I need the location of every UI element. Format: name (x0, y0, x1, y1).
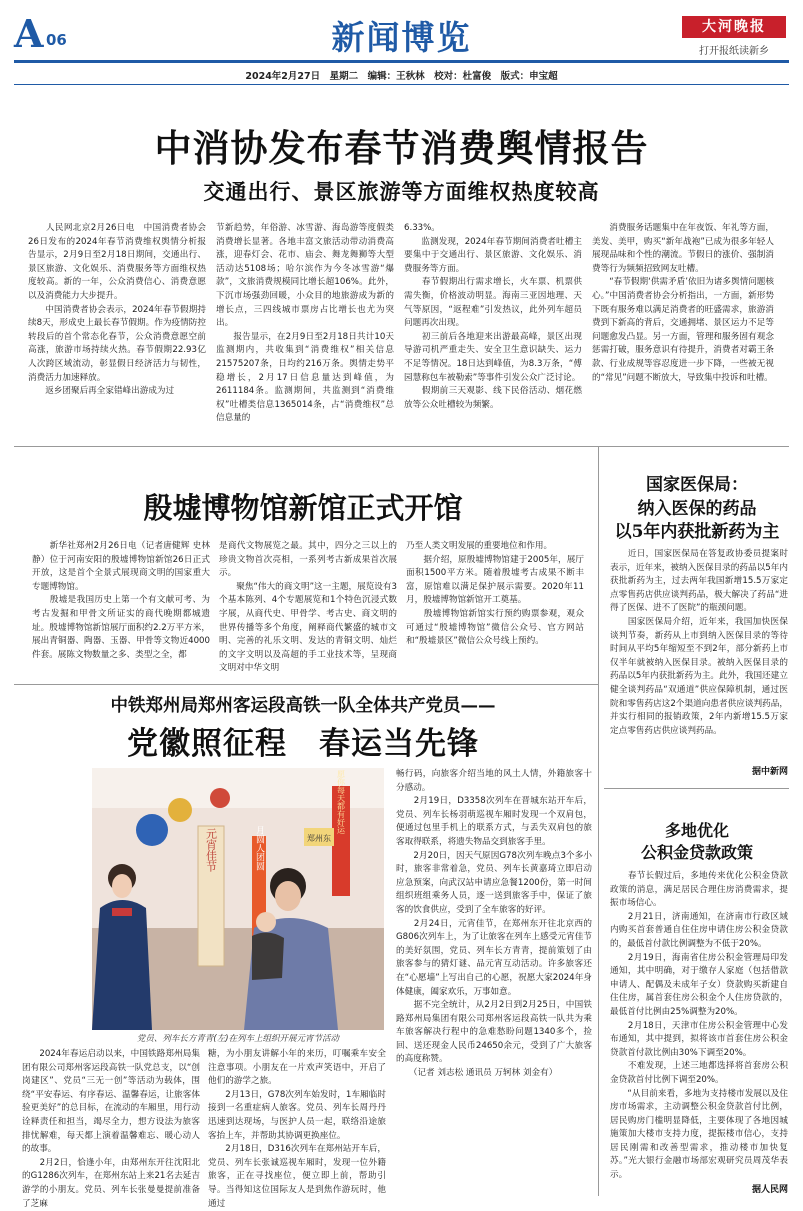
sidebar-rule (598, 446, 599, 1196)
drug-body: 近日，国家医保局在答复政协委员提案时表示，近年来，被纳入医保目录的药品以5年内获批新药为主，过去两年我国新增15.5万家定点零售药店供应谈判药品，极大解决了药品“进得了医保、进不了医院”的瓶颈问题。 国家医保局介绍，近年来，我国加快医保谈判节奏，新药从上市到纳入医保目录的等待时间从平均5年缩短至不到2年，部分新药上市仅半年就被纳入医保目录。被纳入医保目录的药品以5年内获批新药为主。此外，我国还建立健全谈判药品“双通道”供应保障机制，通过医院和零售药店这2个渠道向患者供应谈判药品，并实行相同的报销政策，2年内新增15.5万家定点零售药店供应谈判药品。 (610, 549, 788, 736)
section-divider (14, 446, 789, 447)
railway-column-3: 畅行码，向旅客介绍当地的风土人情，外籍旅客十分感动。 2月19日，D3358次列车在晋城东站开车后，党员、列车长杨羽萌巡视车厢时发现一个双肩包，便通过包里手机上的联系方式，与丢失双肩包的旅客取得联系，将遗失物品交到旅客手里。 2月20日，因天气原因G78次列车晚点3个多小时，旅客非常着急，党员、列车长黄嘉琦立即启动应急预案，向武汉站申请应急餐1200份，第一时间组织班组乘务人员，逐一送到旅客手中，保证了旅客的饮食供应，受到了全车旅客的好评。 2月24日，元宵佳节，在郑州东开往北京西的G806次列车上，为了让旅客在列车上感受元宵佳节的美好氛围，党员、列车长方青青，提前策划了由旅客参与的猜灯谜、品元宵互动活动。许多旅客还在“心愿墙”上写出自己的心愿，祝愿大家2024年身体健康，阖家欢乐，万事如意。 据不完全统计，从2月2日到2月25日，中国铁路郑州局集团有限公司郑州客运段高铁一队共为乘车旅客解决行程中的急难愁盼问题1340多个，捡回、送还现金人民币24650余元，受到了广大旅客的高度称赞。 （记者 刘志松 通讯员 万轲林 刘金有） (396, 769, 592, 1079)
railway-kicker: 中铁郑州局郑州客运段高铁一队全体共产党员—— (110, 696, 496, 716)
newspaper-logo: 大河晚报 (682, 16, 786, 38)
dateline: 2024年2月27日 星期二 编辑：王秋林 校对：杜富俊 版式：申宝超 (245, 71, 558, 82)
museum-column-1: 新华社郑州2月26日电（记者唐健辉 史林静）位于河南安阳的殷墟博物馆新馆26日正式开放，这是首个全景式展现商文明的国家重大专题博物馆。 殷墟是我国历史上第一个有文献可考、为考古发掘和甲骨文所证实的商代晚期都城遗址。殷墟博物馆新馆展厅面积约2.2万平方米，展出青铜器、陶器、玉器、甲骨等文物近4000件套。展陈文物数量之多、类型之全，都 (32, 541, 210, 660)
train-photo-illustration (92, 768, 384, 1030)
museum-headline: 殷墟博物馆新馆正式开馆 (143, 491, 463, 525)
drug-credit: 据中新网 (751, 767, 788, 777)
fund-title-2: 公积金贷款政策 (640, 843, 753, 862)
railway-column-1: 2024年春运启动以来，中国铁路郑州局集团有限公司郑州客运段高铁一队党总支，以“创岗建区”、党员“三无一创”等活动为载体，围绕“平安春运、有序春运、温馨春运，让旅客体验更美好”的总目标，在流动的车厢里，用行动诠释责任和担当，竭尽全力，想方设法为旅客排忧解难，每天都上演着温馨难忘、暖心动人的故事。 2月2日，恰逢小年，由郑州东开往沈阳北的G1286次列车，在郑州东站上来21名去延吉游学的小朋友。党员、列车长张曼曼提前准备了芝麻 (22, 1049, 200, 1209)
railway-column-2: 糖，为小朋友讲解小年的来历，叮嘱乘车安全注意事项。小朋友在一片欢声笑语中，开启了他们的游学之旅。 2月13日，G78次列车始发时，1车厢临时接到一名重症病人旅客。党员、列车长周丹丹迅速到达现场，与医护人员一起，联络沿途旅客抬上车，并帮助其协调更换座位。 2月18日，D316次列车在郑州站开车后，党员、列车长张诚巡视车厢时，发现一位外籍旅客，正在寻找座位，便立即上前，帮助引导。当得知这位国际友人是到焦作游玩时，他通过 (208, 1049, 386, 1209)
newspaper-slogan: 打开报纸读新乡 (699, 46, 769, 57)
lead-column-4: 消费服务话题集中在年夜饭、年礼等方面，美发、美甲，购买“新年战袍”已成为很多年轻人展现品味和个性的潮流。节假日的涨价、强制消费等行为频频招致网友吐槽。 “春节假期‘供需矛盾’依旧为诸多舆情问题核心。”中国消费者协会分析指出，一方面，新形势下既有服务难以满足消费者的旺盛需求，旅游消费到下新高的背后，交通拥堵、景区运力不足等问题愈发凸显。另一方面，管理和服务固有观念惩需打破，服务意识有待提升，消费者对霸王条款、行业成规等容忍度进一步下降，一些被无视的“常见”问题不断放大，导致集中投诉和吐槽。 (592, 223, 774, 383)
drug-title-2: 纳入医保的药品 (637, 499, 757, 519)
fund-title-1: 多地优化 (664, 821, 729, 840)
drug-title-1: 国家医保局： (646, 475, 748, 495)
museum-divider (14, 684, 598, 685)
page-letter: A (14, 11, 44, 56)
dateline-rule (14, 84, 789, 85)
photo-scroll-text: 元宵佳节 (204, 828, 218, 872)
sidebar-divider (604, 788, 789, 789)
drug-title-3: 以5年内获批新药为主 (614, 522, 780, 542)
section-title: 新闻博览 (331, 18, 472, 57)
masthead-rule (14, 60, 789, 63)
fund-credit: 据人民网 (751, 1185, 788, 1195)
lead-column-1: 人民网北京2月26日电 中国消费者协会26日发布的2024年春节消费维权舆情分析报告显示，2月9日至2月18日期间，交通出行、景区旅游、文化娱乐、消费服务等方面维权热度较高。新的一年，公众消费信心、消费意愿以及消费能力大步提升。 中国消费者协会表示，2024年春节假期持续8天，形成史上最长春节假期。作为疫情防控转段后的首个常态化春节，公众消费意愿空前高涨，旅游市场持续火热。春节假期22.93亿人次跨区域流动，彰显假日经济活力与韧性，消费活力加速释放。 返乡团聚后再全家错峰出游成为过 (28, 223, 206, 397)
photo-rope-text: 月圆人团圆 (254, 825, 264, 871)
fund-body: 春节长假过后，多地传来优化公积金贷款政策的消息，满足居民合理住房消费需求，提振市场信心。 2月21日，济南通知，在济南市行政区域内购买首套普通自住住房申请住房公积金贷款的，最低首付款比例调整为不低于20%。 2月19日，海南省住房公积金管理局印发通知，其中明确，对于缴存人家庭（包括借款申请人、配偶及未成年子女）贷款购买新建自住住房，属首套住房公积金个人住房贷款的，最低首付比例由25%调整为20%。 2月18日，天津市住房公积金管理中心发布通知，其中提到，拟将该市首套住房公积金贷款首付款比例由30%下调至20%。 不难发现，上述三地都选择将首套房公积金贷款首付比例下调至20%。 “从目前来看，多地为支持楼市发展以及住房市场需求，主动调整公积金贷款首付比例，居民购房门槛明显降低，主要体现了各地因城施策加大楼市支持力度，提振楼市信心，支持居民刚需和改善型需求，推动楼市加快复苏。”光大银行金融市场部宏观研究员周茂华表示。 (610, 871, 788, 1181)
lead-column-3: 6.33%。 监测发现，2024年春节期间消费者吐槽主要集中于交通出行、景区旅游、文化娱乐、消费服务等方面。 春节假期出行需求增长，火车票、机票供需失衡，价格波动明显。海南三亚因地理、天气等原因，“返程难”引发热议，此外列车超员问题再次出现。 初三前后各地迎来出游最高峰，景区出现导游司机严重走失、安全卫生意识缺失、运力不足等情况。18日达到峰值，为8.3万条，“傅园慧称包车被勒索”等事件引发公众广泛讨论。 假期前三天观影、线下民俗活动、烟花燃放等公众吐槽较为频繁。 (404, 223, 582, 410)
lantern-icon (136, 814, 168, 846)
photo-caption: 党员、列车长方青青(左)在列车上组织开展元宵节活动 (136, 1034, 340, 1044)
lead-headline: 中消协发布春节消费舆情报告 (154, 126, 649, 170)
railway-headline: 党徽照征程 春运当先锋 (127, 726, 479, 762)
photo-sign-text: 郑州东 (307, 834, 331, 843)
museum-column-2: 是商代文物展览之最。其中，四分之三以上的珍贵文物首次亮相，一系列考古新成果首次展示。 聚焦“伟大的商文明”这一主题，展览设有3个基本陈列、4个专题展览和1个特色沉浸式数字展，从商代史、甲骨学、考古史、商文明的世界传播等多个角度，阐释商代繁盛的城市文明、完善的礼乐文明、发达的青铜文明、灿烂的文字文明以及高超的手工业技术等，呈现商文明对中华文明 (219, 541, 397, 674)
lead-column-2: 节新趋势，年俗游、冰雪游、海岛游等度假类消费增长显著。各地丰富文旅活动带动消费高涨，迎春灯会、花市、庙会、舞龙舞狮等大型活动达5108场；哈尔滨作为今冬冰雪游“爆款”，文旅消费规模同比增长超106%。此外，下沉市场强劲回暖，小众目的地旅游成为新的增长点，三四线城市票房占比增长也尤为突出。 报告显示，在2月9日至2月18日共计10天监测期内，共收集到“消费维权”相关信息21575207条，日均约216万条。舆情走势平稳增长，2月17日信息量达到峰值，为2611184条。监测期间，共监测到“消费维权”吐槽类信息1365014条，占“消费维权”总信息量的 (216, 223, 394, 424)
page-number: 06 (46, 31, 67, 49)
lead-subhead: 交通出行、景区旅游等方面维权热度较高 (203, 179, 600, 204)
museum-column-3: 乃至人类文明发展的重要地位和作用。 据介绍，原殷墟博物馆建于2005年，展厅面积1500平方米。随着殷墟考古成果不断丰富，原馆难以满足保护展示需要。2020年11月，殷墟博物馆新馆开工奠基。 殷墟博物馆新馆实行预约购票参观，观众可通过“殷墟博物馆”微信公众号、官方网站和“殷墟景区”微信公众号线上预约。 (406, 541, 584, 647)
photo-banner-text: 愿你每天都有好运 (336, 770, 346, 834)
train-photo (92, 768, 384, 1030)
